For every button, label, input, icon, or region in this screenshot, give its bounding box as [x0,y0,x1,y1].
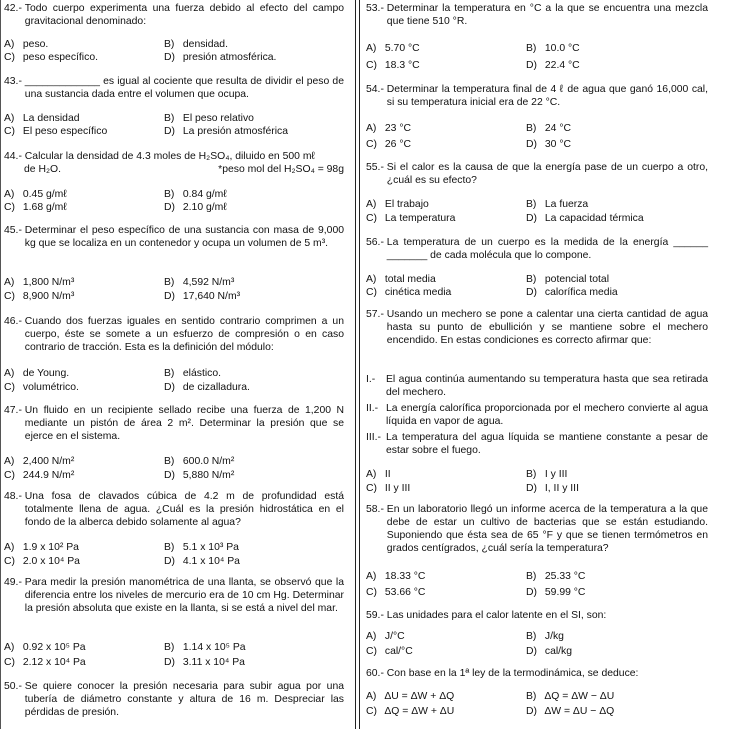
question-text: Determinar la temperatura final de 4 ℓ de agua que ganó 16,000 cal, si su temperatura inicial era de 22 °C. [386,84,708,108]
column-divider [355,0,356,729]
option-c[interactable]: C) 2.0 x 10⁴ Pa [4,556,80,567]
question-56: 56.- La temperatura de un cuerpo es la medida de la energía ______ _______ de cada molécula que lo compone. [366,237,708,261]
option-a[interactable]: A) ΔU = ΔW + ΔQ [366,691,455,702]
question-53: 53.- Determinar la temperatura en °C a la que se encuentra una mezcla que tiene 510 °R. [366,3,708,27]
question-text: Las unidades para el calor latente en el SI, son: [386,610,607,621]
option-a[interactable]: A) total media [366,274,436,285]
option-a[interactable]: A) 1.9 x 10² Pa [4,542,79,553]
question-50: 50.- Se quiere conocer la presión necesaria para subir agua por una tubería de diámetro constante y altura de 16 m. Despreciar las pérdidas de presión. [4,681,344,718]
question-text: Con base en la 1ª ley de la termodinámica, se deduce: [386,668,639,679]
option-a[interactable]: A) La densidad [4,113,80,124]
option-b[interactable]: B) 600.0 N/m² [164,456,235,467]
question-text: Usando un mechero se pone a calentar una cierta cantidad de agua hasta su punto de ebullición y se mantiene sobre el mechero encendido. En estas condiciones es correcto afirmar que: [386,309,708,346]
option-d[interactable]: D) de cizalladura. [164,382,250,393]
option-b[interactable]: B) J/kg [526,631,564,642]
option-c[interactable]: C) peso específico. [4,52,98,63]
question-44: 44.- Calcular la densidad de 4.3 moles de H₂SO₄, diluido en 500 mℓ de H₂O. *peso mol del H₂SO₄ = 98g [4,151,344,175]
option-c[interactable]: C) cinética media [366,287,452,298]
option-d[interactable]: D) calorífica media [526,287,618,298]
option-c[interactable]: C) ΔQ = ΔW + ΔU [366,706,455,717]
option-d[interactable]: D) I, II y III [526,483,579,494]
option-b[interactable]: B) 0.84 g/mℓ [164,189,227,200]
option-a[interactable]: A) El trabajo [366,199,429,210]
page-edge [0,0,1,729]
question-49: 49.- Para medir la presión manométrica de una llanta, se observó que la diferencia entre los niveles de mercurio era de 10 cm Hg. Determinar la presión absoluta que existe en la llanta, si se está a nivel del mar. [4,577,344,614]
option-b[interactable]: B) La fuerza [526,199,589,210]
option-c[interactable]: C) cal/°C [366,646,413,657]
option-d[interactable]: D) La capacidad térmica [526,213,644,224]
question-text: En un laboratorio llegó un informe acerca de la temperatura a la que debe de estar un cultivo de bacterias que se están estudiando. Suponiendo que ésta sea de 65 °F y que se tienen termómetros en grados centígrados, ¿cuál sería la temperatura? [386,504,708,554]
option-a[interactable]: A) 1,800 N/m³ [4,277,75,288]
question-54: 54.- Determinar la temperatura final de 4 ℓ de agua que ganó 16,000 cal, si su temperatura inicial era de 22 °C. [366,84,708,108]
option-b[interactable]: B) elástico. [164,368,222,379]
question-60: 60.- Con base en la 1ª ley de la termodinámica, se deduce: [366,667,708,680]
option-a[interactable]: A) peso. [4,39,49,50]
question-text: Se quiere conocer la presión necesaria para subir agua por una tubería de diámetro constante y altura de 16 m. Despreciar las pérdidas de presión. [24,681,344,718]
option-b[interactable]: B) 10.0 °C [526,43,580,54]
question-57: 57.- Usando un mechero se pone a calentar una cierta cantidad de agua hasta su punto de ebullición y se mantiene sobre el mechero encendido. En estas condiciones es correcto afirmar que: [366,309,708,346]
option-d[interactable]: D) 17,640 N/m³ [164,291,241,302]
option-d[interactable]: D) presión atmosférica. [164,52,277,63]
option-c[interactable]: C) volumétrico. [4,382,79,393]
option-c[interactable]: C) 1.68 g/mℓ [4,202,67,213]
option-c[interactable]: C) El peso específico [4,126,108,137]
option-c[interactable]: C) 244.9 N/m² [4,470,75,481]
question-47: 47.- Un fluido en un recipiente sellado recibe una fuerza de 1,200 N mediante un pistón de área 2 m². Determinar la presión que se ejerce en el sistema. [4,405,344,442]
question-42: 42.- Todo cuerpo experimenta una fuerza debido al efecto del campo gravitacional denominado: [4,3,344,27]
option-a[interactable]: A) 0.92 x 10⁵ Pa [4,642,86,653]
option-c[interactable]: C) 26 °C [366,139,411,150]
option-c[interactable]: C) 18.3 °C [366,60,420,71]
option-c[interactable]: C) 2.12 x 10⁴ Pa [4,657,86,668]
statement-iii: III.- La temperatura del agua líquida se mantiene constante a pesar de estar sobre el fuego. [366,432,708,456]
question-text: Un fluido en un recipiente sellado recibe una fuerza de 1,200 N mediante un pistón de área 2 m². Determinar la presión que se ejerce en el sistema. [24,405,344,442]
option-a[interactable]: A) 23 °C [366,123,411,134]
statement-ii: II.- La energía calorífica proporcionada por el mechero convierte al agua líquida en vapor de agua. [366,403,708,427]
option-d[interactable]: D) 5,880 N/m² [164,470,235,481]
option-b[interactable]: B) El peso relativo [164,113,254,124]
option-a[interactable]: A) 2,400 N/m² [4,456,75,467]
option-b[interactable]: B) 4,592 N/m³ [164,277,235,288]
question-48: 48.- Una fosa de clavados cúbica de 4.2 m de profundidad está totalmente llena de agua. ¿Cuál es la presión hidrostática en el fondo de la alberca debido solamente al agua? [4,491,344,528]
question-text: Cuando dos fuerzas iguales en sentido contrario comprimen a un cuerpo, éste se somete a un esfuerzo de compresión o en caso contrario de tracción. Esta es la definición del módulo: [24,316,344,353]
molar-mass-note: *peso mol del H₂SO₄ = 98g [218,164,344,175]
column-divider-inner [359,0,360,729]
option-d[interactable]: D) 3.11 x 10⁴ Pa [164,657,245,668]
question-text-line2: de H₂O. [24,164,61,175]
option-c[interactable]: C) La temperatura [366,213,456,224]
question-58: 58.- En un laboratorio llegó un informe acerca de la temperatura a la que debe de estar un cultivo de bacterias que se están estudiando. Suponiendo que ésta sea de 65 °F y que se tienen termómetros en grados centígrados, ¿cuál sería la temperatura? [366,504,708,554]
option-d[interactable]: D) 59.99 °C [526,587,586,598]
question-46: 46.- Cuando dos fuerzas iguales en sentido contrario comprimen a un cuerpo, éste se somete a un esfuerzo de compresión o en caso contrario de tracción. Esta es la definición del módulo: [4,316,344,353]
option-b[interactable]: B) potencial total [526,274,610,285]
option-d[interactable]: D) 4.1 x 10⁴ Pa [164,556,240,567]
option-b[interactable]: B) densidad. [164,39,228,50]
option-d[interactable]: D) ΔW = ΔU − ΔQ [526,706,615,717]
option-d[interactable]: D) cal/kg [526,646,573,657]
question-text: Si el calor es la causa de que la energía pase de un cuerpo a otro, ¿cuál es su efecto? [386,162,708,186]
option-c[interactable]: C) 53.66 °C [366,587,426,598]
option-a[interactable]: A) II [366,469,391,480]
option-d[interactable]: D) 2.10 g/mℓ [164,202,227,213]
question-text: Para medir la presión manométrica de una llanta, se observó que la diferencia entre los niveles de mercurio era de 10 cm Hg. Determinar la presión absoluta que existe en la llanta, si se está a nivel del mar. [24,577,344,614]
statement-i: I.- El agua continúa aumentando su temperatura hasta que sea retirada del mechero. [366,374,708,398]
question-text: Determinar el peso específico de una sustancia con masa de 9,000 kg que se localiza en un contenedor y ocupa un volumen de 5 m³. [24,225,344,249]
option-d[interactable]: D) La presión atmosférica [164,126,289,137]
option-b[interactable]: B) I y III [526,469,568,480]
option-b[interactable]: B) 25.33 °C [526,571,586,582]
question-55: 55.- Si el calor es la causa de que la energía pase de un cuerpo a otro, ¿cuál es su efecto? [366,162,708,186]
option-d[interactable]: D) 22.4 °C [526,60,580,71]
option-b[interactable]: B) 24 °C [526,123,571,134]
option-a[interactable]: A) 5.70 °C [366,43,420,54]
question-text: Una fosa de clavados cúbica de 4.2 m de profundidad está totalmente llena de agua. ¿Cuál es la presión hidrostática en el fondo de la alberca debido solamente al agua? [24,491,344,528]
question-text: Todo cuerpo experimenta una fuerza debido al efecto del campo gravitacional denominado: [24,3,344,27]
option-c[interactable]: C) II y III [366,483,411,494]
option-a[interactable]: A) de Young. [4,368,70,379]
option-b[interactable]: B) ΔQ = ΔW − ΔU [526,691,615,702]
option-a[interactable]: A) J/°C [366,631,405,642]
option-b[interactable]: B) 1.14 x 10⁵ Pa [164,642,246,653]
question-text: Determinar la temperatura en °C a la que se encuentra una mezcla que tiene 510 °R. [386,3,708,27]
option-a[interactable]: A) 0.45 g/mℓ [4,189,67,200]
question-43: 43.- _____________ es igual al cociente que resulta de dividir el peso de una sustancia dada entre el volumen que ocupa. [4,76,344,100]
question-text: _____________ es igual al cociente que resulta de dividir el peso de una sustancia dada entre el volumen que ocupa. [24,76,344,100]
question-text-line1: Calcular la densidad de 4.3 moles de H₂SO₄, diluido en 500 mℓ [24,151,315,162]
question-text: La temperatura de un cuerpo es la medida de la energía ______ _______ de cada molécula que lo compone. [386,237,708,261]
option-c[interactable]: C) 8,900 N/m³ [4,291,75,302]
question-45: 45.- Determinar el peso específico de una sustancia con masa de 9,000 kg que se localiza en un contenedor y ocupa un volumen de 5 m³. [4,225,344,249]
option-a[interactable]: A) 18.33 °C [366,571,426,582]
question-59: 59.- Las unidades para el calor latente en el SI, son: [366,609,708,622]
option-b[interactable]: B) 5.1 x 10³ Pa [164,542,239,553]
option-d[interactable]: D) 30 °C [526,139,571,150]
